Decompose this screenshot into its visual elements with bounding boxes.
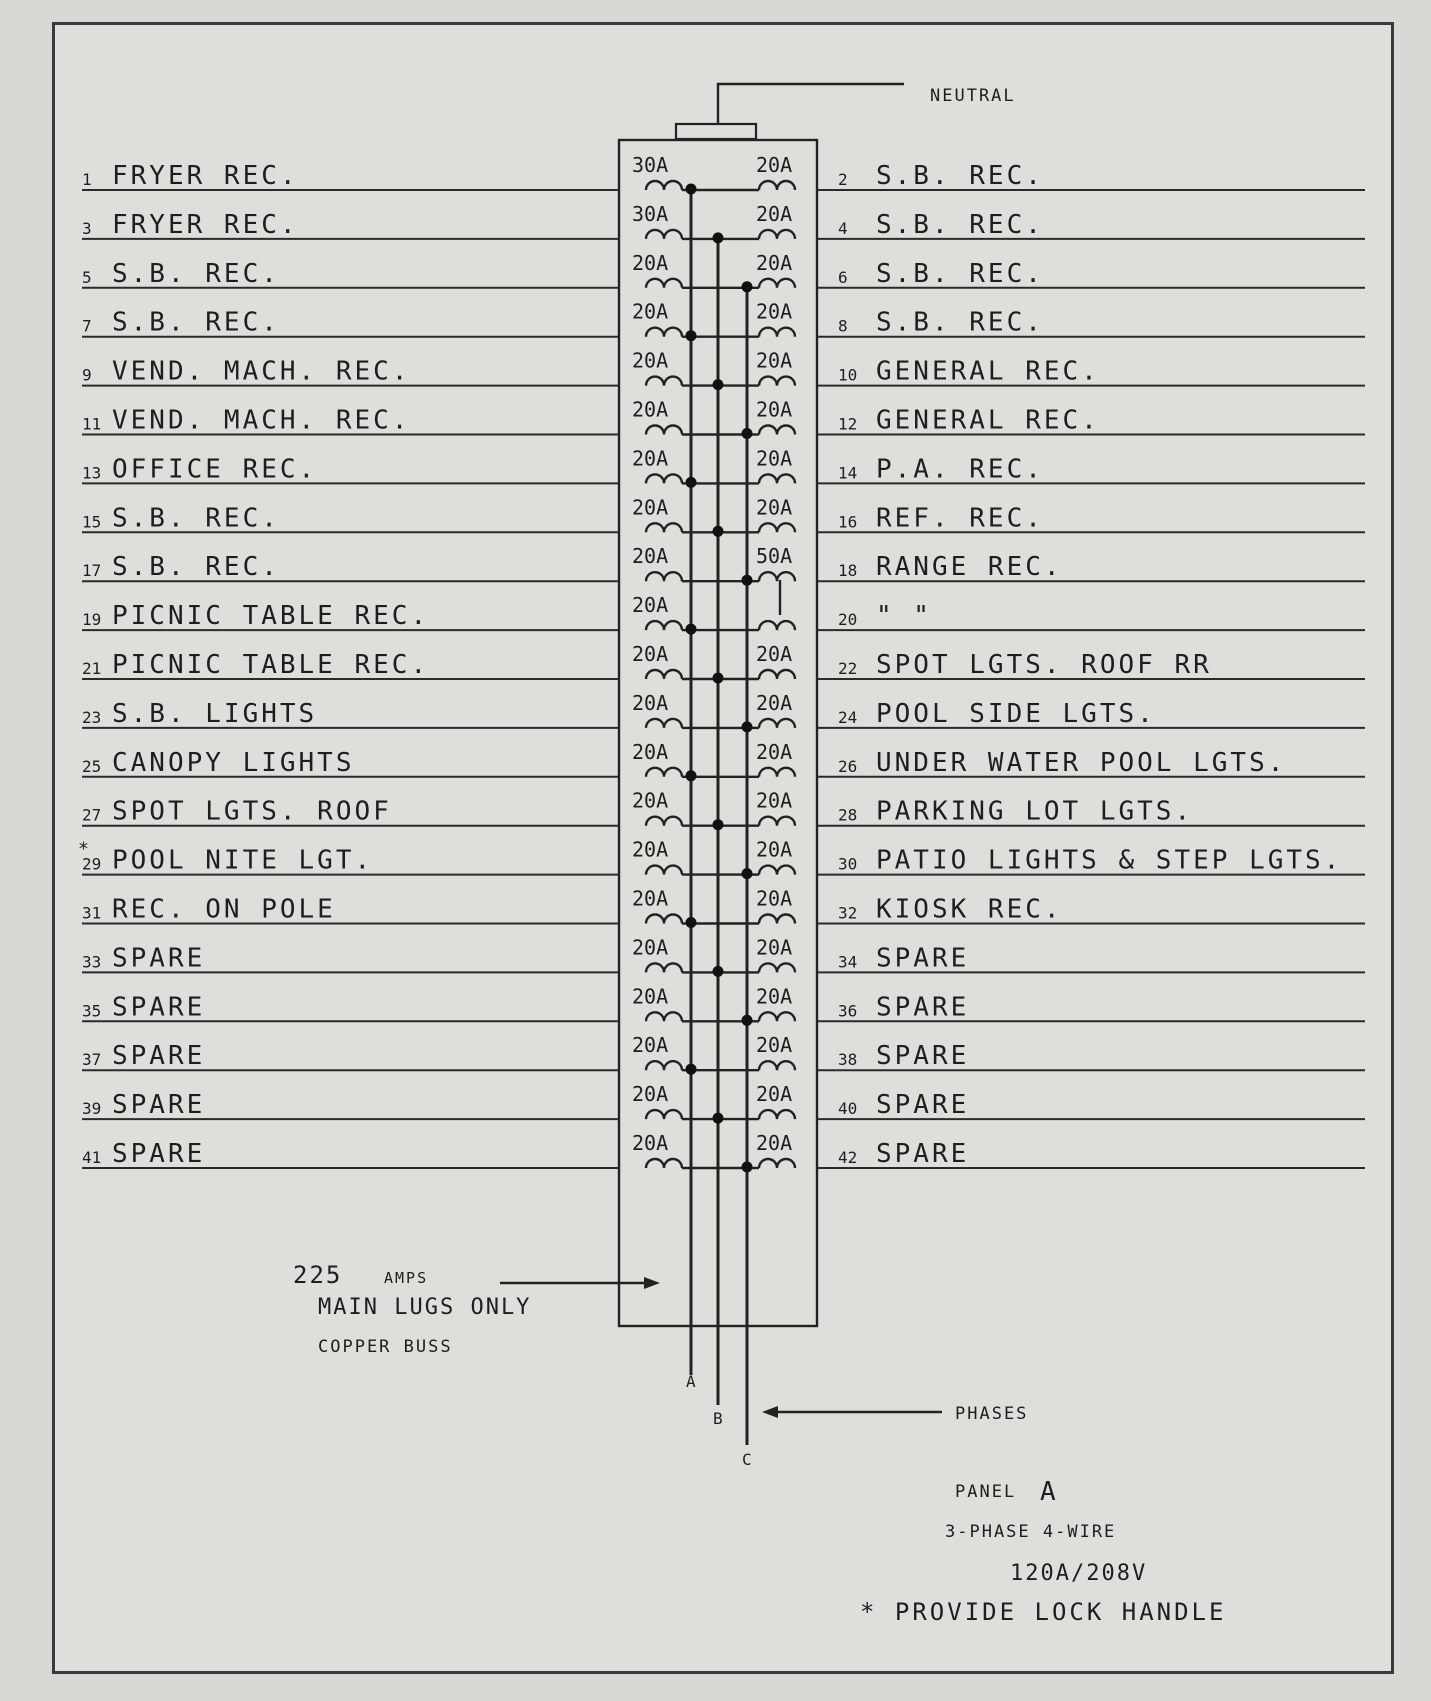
circuit-description-right: RANGE REC. bbox=[876, 552, 1063, 583]
circuit-description-left: REC. ON POLE bbox=[112, 894, 336, 925]
breaker-symbol-right bbox=[759, 474, 795, 483]
breaker-rating-left: 20A bbox=[632, 1131, 669, 1155]
circuit-number-right: 4 bbox=[838, 218, 848, 238]
breaker-rating-right: 20A bbox=[756, 397, 793, 422]
breaker-rating-right: 20A bbox=[756, 690, 793, 715]
breaker-symbol-left bbox=[646, 719, 682, 728]
breaker-symbol-left bbox=[646, 817, 682, 826]
circuit-description-right: SPARE bbox=[876, 1090, 970, 1121]
bus-connection-dot bbox=[713, 1113, 724, 1124]
circuit-number-right: 2 bbox=[838, 170, 848, 189]
breaker-symbol-left bbox=[646, 621, 682, 630]
bus-connection-dot bbox=[713, 526, 724, 537]
breaker-symbol-right bbox=[759, 621, 795, 630]
breaker-rating-right: 20A bbox=[756, 495, 793, 520]
circuit-description-left: SPARE bbox=[112, 992, 206, 1023]
breaker-rating-right: 20A bbox=[756, 446, 793, 471]
breaker-symbol-left bbox=[646, 1110, 682, 1119]
circuit-number-left: 21 bbox=[82, 659, 102, 678]
circuit-number-right: 40 bbox=[838, 1099, 858, 1119]
breaker-symbol-right bbox=[759, 1110, 795, 1119]
breaker-symbol-left bbox=[646, 474, 682, 483]
panel-info bbox=[860, 1477, 1226, 1626]
breaker-rating-left: 20A bbox=[632, 690, 669, 715]
breaker-symbol-left bbox=[646, 279, 682, 288]
breaker-symbol-left bbox=[646, 670, 682, 679]
bus-connection-dot bbox=[713, 966, 724, 977]
breaker-rating-left: 20A bbox=[632, 739, 669, 764]
bus-connection-dot bbox=[742, 1015, 753, 1026]
bus-connection-dot bbox=[742, 281, 753, 292]
breaker-rating-right: 20A bbox=[756, 201, 793, 226]
breaker-rating-right: 20A bbox=[756, 299, 793, 324]
phase-wire-spec: 3-PHASE 4-WIRE bbox=[945, 1522, 1117, 1542]
breaker-symbol-left bbox=[646, 230, 682, 239]
circuit-number-left: 1 bbox=[82, 170, 92, 189]
circuit-number-left: 27 bbox=[82, 805, 102, 825]
breaker-rating-right: 50A bbox=[756, 544, 793, 569]
breaker-rating-left: 20A bbox=[632, 788, 669, 813]
circuit-number-right: 38 bbox=[838, 1050, 858, 1070]
breaker-symbol-right bbox=[759, 230, 795, 239]
breaker-rating-left: 20A bbox=[632, 446, 669, 471]
breaker-symbol-right bbox=[759, 1159, 795, 1168]
circuit-number-left: 15 bbox=[82, 512, 102, 532]
breaker-symbol-right bbox=[759, 719, 795, 728]
circuit-description-left: SPOT LGTS. ROOF bbox=[112, 796, 392, 827]
breaker-rating-left: 20A bbox=[632, 1082, 669, 1107]
circuit-number-right: 6 bbox=[838, 267, 848, 287]
breaker-rating-right: 20A bbox=[756, 348, 793, 373]
bus-connection-dot bbox=[686, 477, 697, 488]
phases-label: PHASES bbox=[955, 1404, 1029, 1424]
neutral-connection bbox=[676, 84, 1016, 139]
circuit-description-left: S.B. REC. bbox=[112, 258, 280, 289]
voltage-spec: 120A/208V bbox=[1010, 1561, 1148, 1586]
breaker-rating-right: 20A bbox=[756, 837, 793, 862]
bus-connection-dot bbox=[742, 1162, 753, 1173]
bus-connection-dot bbox=[742, 868, 753, 879]
bus-connection-dot bbox=[713, 232, 724, 243]
breaker-symbol-left bbox=[646, 328, 682, 337]
breaker-rating-right: 20A bbox=[756, 1082, 793, 1107]
circuit-rows bbox=[78, 153, 1365, 1173]
circuit-description-right: " " bbox=[876, 601, 932, 632]
breaker-rating-right: 20A bbox=[756, 153, 793, 177]
breaker-symbol-right bbox=[759, 328, 795, 337]
breaker-symbol-left bbox=[646, 426, 682, 435]
circuit-description-right: S.B. REC. bbox=[876, 161, 1044, 191]
breaker-symbol-right bbox=[759, 768, 795, 777]
mains-amps-unit: AMPS bbox=[384, 1269, 429, 1287]
breaker-symbol-left bbox=[646, 866, 682, 875]
breaker-symbol-right bbox=[759, 670, 795, 679]
breaker-symbol-left bbox=[646, 572, 682, 581]
circuit-description-left: S.B. LIGHTS bbox=[112, 698, 318, 729]
circuit-number-right: 26 bbox=[838, 756, 858, 776]
breaker-rating-left: 20A bbox=[632, 250, 669, 275]
circuit-number-left: 29 bbox=[82, 854, 102, 874]
bus-connection-dot bbox=[742, 575, 753, 586]
breaker-symbol-left bbox=[646, 1012, 682, 1021]
breaker-rating-right: 20A bbox=[756, 788, 793, 813]
circuit-description-left: SPARE bbox=[112, 1090, 206, 1121]
breaker-rating-left: 20A bbox=[632, 299, 669, 324]
bus-connection-dot bbox=[686, 330, 697, 341]
breaker-rating-right: 20A bbox=[756, 984, 793, 1009]
breaker-rating-left: 20A bbox=[632, 642, 669, 666]
breaker-symbol-right bbox=[759, 915, 795, 924]
panel-letter: A bbox=[1040, 1477, 1056, 1507]
breaker-rating-right: 20A bbox=[756, 642, 793, 666]
bus-connection-dot bbox=[686, 917, 697, 928]
bus-connection-dot bbox=[742, 721, 753, 732]
bus-connection-dot bbox=[686, 770, 697, 781]
circuit-description-left: PICNIC TABLE REC. bbox=[112, 650, 430, 680]
bus-connection-dot bbox=[713, 819, 724, 830]
mains-bus-material: COPPER BUSS bbox=[318, 1337, 453, 1357]
breaker-symbol-right bbox=[759, 1061, 795, 1070]
breaker-symbol-left bbox=[646, 377, 682, 386]
bus-connection-dot bbox=[713, 673, 724, 684]
breaker-symbol-left bbox=[646, 181, 682, 190]
circuit-number-right: 24 bbox=[838, 707, 858, 727]
circuit-description-left: SPARE bbox=[112, 1139, 206, 1169]
circuit-number-left: 31 bbox=[82, 903, 102, 923]
circuit-number-right: 8 bbox=[838, 316, 848, 336]
circuit-description-right: S.B. REC. bbox=[876, 209, 1044, 240]
circuit-description-right: SPOT LGTS. ROOF RR bbox=[876, 650, 1212, 680]
circuit-description-left: PICNIC TABLE REC. bbox=[112, 601, 430, 632]
breaker-rating-right: 20A bbox=[756, 935, 793, 960]
circuit-description-left: VEND. MACH. REC. bbox=[112, 356, 411, 387]
circuit-description-left: POOL NITE LGT. bbox=[112, 845, 374, 876]
circuit-description-left: SPARE bbox=[112, 1041, 206, 1072]
breaker-rating-right: 20A bbox=[756, 1131, 793, 1155]
breaker-symbol-right bbox=[759, 279, 795, 288]
circuit-number-left: 19 bbox=[82, 610, 102, 630]
circuit-description-right: KIOSK REC. bbox=[876, 894, 1063, 925]
neutral-label: NEUTRAL bbox=[930, 86, 1016, 106]
breaker-symbol-left bbox=[646, 1061, 682, 1070]
breaker-rating-right: 20A bbox=[756, 1033, 793, 1058]
breaker-symbol-right bbox=[759, 181, 795, 190]
circuit-number-right: 18 bbox=[838, 561, 858, 581]
circuit-number-right: 22 bbox=[838, 659, 858, 678]
breaker-symbol-left bbox=[646, 915, 682, 924]
circuit-number-left: 25 bbox=[82, 756, 102, 776]
phase-a-label: A bbox=[686, 1372, 696, 1391]
circuit-number-left: 39 bbox=[82, 1099, 102, 1119]
breaker-rating-left: 30A bbox=[632, 201, 669, 226]
breaker-rating-right: 20A bbox=[756, 739, 793, 764]
breaker-symbol-right bbox=[759, 377, 795, 386]
circuit-number-right: 14 bbox=[838, 463, 858, 483]
breaker-rating-left: 20A bbox=[632, 593, 669, 618]
circuit-number-right: 30 bbox=[838, 854, 858, 874]
circuit-description-right: SPARE bbox=[876, 992, 970, 1023]
breaker-rating-left: 20A bbox=[632, 984, 669, 1009]
circuit-number-left: 35 bbox=[82, 1001, 102, 1021]
circuit-number-left: 17 bbox=[82, 561, 102, 581]
circuit-description-right: SPARE bbox=[876, 943, 970, 974]
circuit-number-right: 20 bbox=[838, 610, 858, 630]
circuit-description-right: REF. REC. bbox=[876, 503, 1044, 534]
breaker-symbol-right bbox=[759, 866, 795, 875]
breaker-rating-left: 20A bbox=[632, 397, 669, 422]
breaker-rating-left: 20A bbox=[632, 886, 669, 911]
circuit-description-left: FRYER REC. bbox=[112, 161, 299, 191]
circuit-description-left: SPARE bbox=[112, 943, 206, 974]
circuit-number-right: 42 bbox=[838, 1148, 858, 1167]
breaker-rating-left: 30A bbox=[632, 153, 669, 177]
phases-annotation bbox=[686, 1372, 1028, 1469]
mains-lugs: MAIN LUGS ONLY bbox=[318, 1295, 532, 1320]
bus-connection-dot bbox=[686, 624, 697, 635]
circuit-number-right: 28 bbox=[838, 805, 858, 825]
circuit-description-right: GENERAL REC. bbox=[876, 405, 1100, 436]
circuit-description-left: OFFICE REC. bbox=[112, 454, 318, 485]
circuit-description-left: S.B. REC. bbox=[112, 503, 280, 534]
mains-annotation bbox=[293, 1261, 660, 1357]
breaker-symbol-right bbox=[759, 963, 795, 972]
circuit-number-right: 16 bbox=[838, 512, 858, 532]
breaker-symbol-right bbox=[759, 426, 795, 435]
circuit-number-left: 11 bbox=[82, 414, 102, 434]
breaker-symbol-right bbox=[759, 572, 795, 581]
circuit-description-right: SPARE bbox=[876, 1041, 970, 1072]
phase-b-label: B bbox=[713, 1409, 723, 1428]
breaker-rating-left: 20A bbox=[632, 544, 669, 569]
bus-connection-dot bbox=[686, 184, 697, 195]
circuit-number-left: 3 bbox=[82, 218, 92, 238]
circuit-description-right: PATIO LIGHTS & STEP LGTS. bbox=[876, 845, 1343, 876]
circuit-number-right: 34 bbox=[838, 952, 858, 972]
circuit-description-left: FRYER REC. bbox=[112, 209, 299, 240]
bus-connection-dot bbox=[686, 1064, 697, 1075]
mains-amps: 225 bbox=[293, 1261, 343, 1289]
bus-connection-dot bbox=[713, 379, 724, 390]
circuit-number-left: 33 bbox=[82, 952, 102, 972]
circuit-description-right: POOL SIDE LGTS. bbox=[876, 698, 1156, 729]
circuit-number-left: 7 bbox=[82, 316, 92, 336]
circuit-number-left: 23 bbox=[82, 707, 102, 727]
breaker-rating-left: 20A bbox=[632, 837, 669, 862]
circuit-description-right: S.B. REC. bbox=[876, 307, 1044, 338]
circuit-number-right: 36 bbox=[838, 1001, 858, 1021]
circuit-description-left: CANOPY LIGHTS bbox=[112, 747, 355, 778]
breaker-rating-left: 20A bbox=[632, 348, 669, 373]
circuit-number-left: 5 bbox=[82, 267, 92, 287]
circuit-description-right: GENERAL REC. bbox=[876, 356, 1100, 387]
circuit-number-right: 32 bbox=[838, 903, 858, 923]
circuit-description-right: S.B. REC. bbox=[876, 258, 1044, 289]
lock-handle-note: * PROVIDE LOCK HANDLE bbox=[860, 1598, 1227, 1626]
circuit-number-left: 9 bbox=[82, 365, 92, 385]
circuit-number-left: 13 bbox=[82, 463, 102, 483]
circuit-number-left: 37 bbox=[82, 1050, 102, 1070]
circuit-description-left: S.B. REC. bbox=[112, 552, 280, 583]
breaker-symbol-left bbox=[646, 768, 682, 777]
breaker-symbol-right bbox=[759, 523, 795, 532]
breaker-rating-right: 20A bbox=[756, 886, 793, 911]
circuit-description-left: S.B. REC. bbox=[112, 307, 280, 338]
circuit-number-left: 41 bbox=[82, 1148, 102, 1167]
breaker-rating-left: 20A bbox=[632, 495, 669, 520]
phase-c-label: C bbox=[742, 1450, 752, 1469]
circuit-description-right: SPARE bbox=[876, 1139, 970, 1169]
breaker-symbol-left bbox=[646, 523, 682, 532]
breaker-rating-left: 20A bbox=[632, 1033, 669, 1058]
circuit-description-right: UNDER WATER POOL LGTS. bbox=[876, 747, 1287, 778]
breaker-symbol-left bbox=[646, 963, 682, 972]
panel-word: PANEL bbox=[955, 1482, 1017, 1502]
circuit-description-right: P.A. REC. bbox=[876, 454, 1044, 485]
bus-connection-dot bbox=[742, 428, 753, 439]
circuit-description-right: PARKING LOT LGTS. bbox=[876, 796, 1194, 827]
breaker-symbol-right bbox=[759, 817, 795, 826]
circuit-number-right: 12 bbox=[838, 414, 858, 434]
breaker-symbol-left bbox=[646, 1159, 682, 1168]
breaker-symbol-right bbox=[759, 1012, 795, 1021]
circuit-number-right: 10 bbox=[838, 365, 858, 385]
breaker-rating-left: 20A bbox=[632, 935, 669, 960]
circuit-description-left: VEND. MACH. REC. bbox=[112, 405, 411, 436]
circuit-29-asterisk: * bbox=[78, 838, 89, 860]
breaker-rating-right: 20A bbox=[756, 250, 793, 275]
